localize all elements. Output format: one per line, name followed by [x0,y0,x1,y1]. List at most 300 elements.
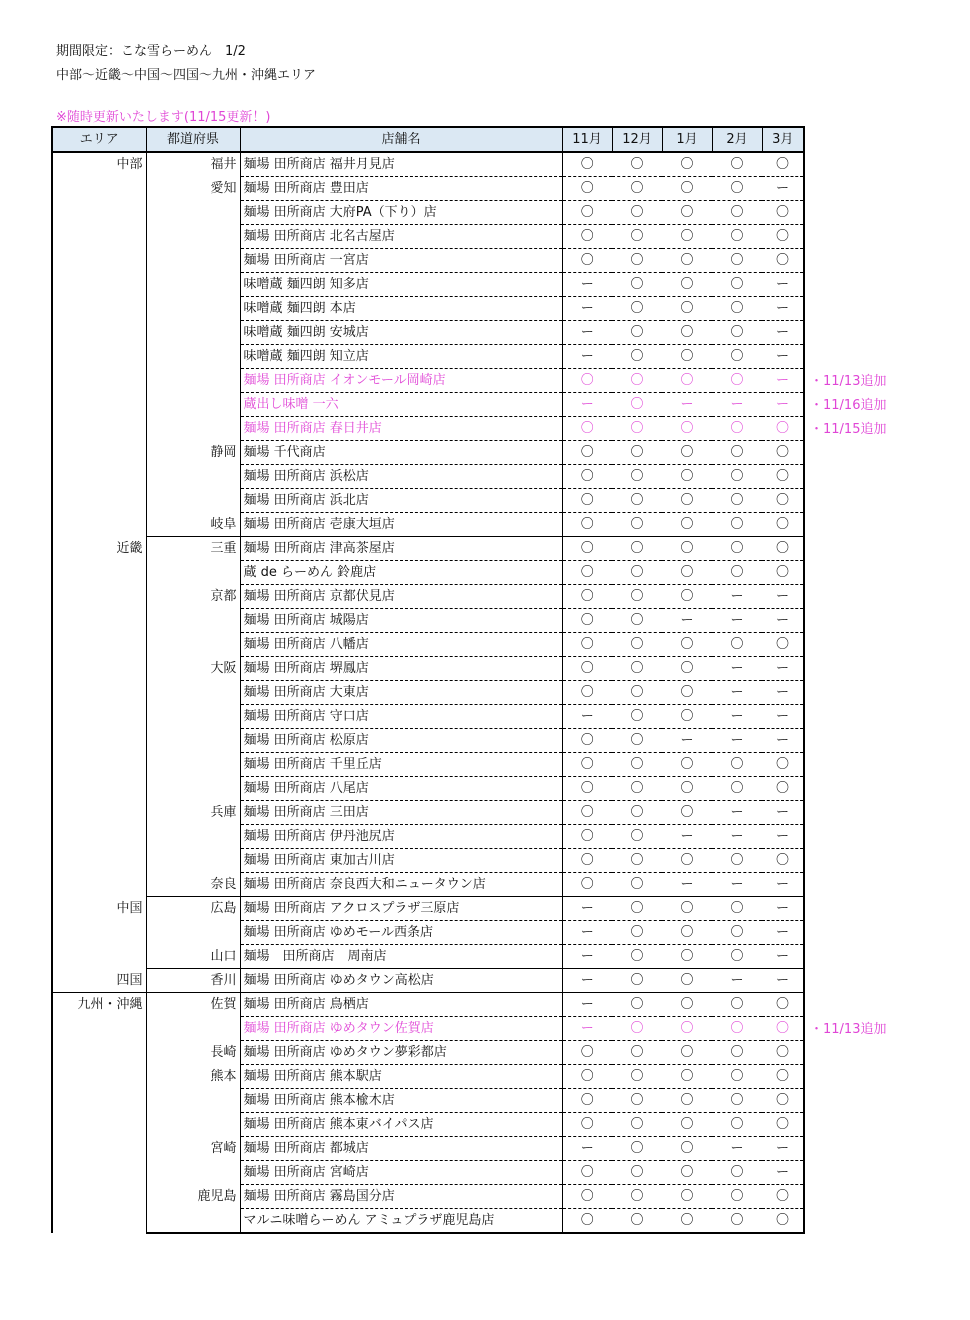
table-row [52,729,804,753]
availability-jan: ー [662,729,712,753]
availability-jan: 〇 [662,345,712,369]
table-row [52,465,804,489]
availability-dec: 〇 [612,633,662,657]
store-name-cell: 麺場 田所商店 鳥栖店 [240,993,562,1017]
store-name-cell: 麺場 田所商店 壱康大垣店 [240,513,562,537]
addition-note: ・11/13追加 [810,1022,887,1037]
availability-nov: 〇 [562,681,612,705]
availability-mar: ー [762,297,804,321]
store-name-cell: 麺場 田所商店 三田店 [240,801,562,825]
table-row [52,969,804,993]
availability-mar: 〇 [762,249,804,273]
availability-jan: 〇 [662,1017,712,1041]
availability-jan: 〇 [662,537,712,561]
store-name-cell: 麺場 田所商店 津高茶屋店 [240,537,562,561]
prefecture-cell [146,849,240,873]
store-name-cell: 麺場 田所商店 ゆめモール西条店 [240,921,562,945]
availability-nov: ー [562,297,612,321]
availability-dec: 〇 [612,753,662,777]
store-name-cell: 麺場 田所商店 八幡店 [240,633,562,657]
availability-dec: 〇 [612,681,662,705]
availability-mar: ー [762,681,804,705]
table-row [52,273,804,297]
store-name-cell: 麺場 田所商店 堺鳳店 [240,657,562,681]
availability-feb: 〇 [712,1185,762,1209]
table-row [52,1017,804,1041]
table-row [52,705,804,729]
availability-dec: 〇 [612,729,662,753]
prefecture-cell [146,777,240,801]
table-row [52,177,804,201]
prefecture-cell: 兵庫 [146,801,240,825]
availability-mar: 〇 [762,777,804,801]
availability-dec: 〇 [612,1209,662,1234]
table-row [52,1041,804,1065]
prefecture-cell [146,561,240,585]
prefecture-cell [146,465,240,489]
availability-jan: 〇 [662,417,712,441]
prefecture-cell [146,609,240,633]
column-header-area: エリア [52,127,146,152]
availability-dec: 〇 [612,969,662,993]
table-header-row [52,127,804,152]
table-row [52,249,804,273]
availability-mar: 〇 [762,201,804,225]
store-name-cell: 麺場 田所商店 奈良西大和ニュータウン店 [240,873,562,897]
availability-feb: 〇 [712,273,762,297]
availability-nov: ー [562,1137,612,1161]
availability-feb: ー [712,873,762,897]
column-header-jan: 1月 [662,127,712,152]
table-row [52,417,804,441]
availability-dec: 〇 [612,1137,662,1161]
table-row [52,561,804,585]
prefecture-cell: 長崎 [146,1041,240,1065]
availability-mar: ー [762,585,804,609]
prefecture-cell [146,393,240,417]
availability-dec: 〇 [612,417,662,441]
availability-mar: 〇 [762,465,804,489]
availability-dec: 〇 [612,1017,662,1041]
availability-feb: ー [712,681,762,705]
availability-mar: ー [762,897,804,921]
table-row [52,1137,804,1161]
availability-mar: 〇 [762,993,804,1017]
availability-jan: 〇 [662,561,712,585]
availability-jan: 〇 [662,489,712,513]
store-name-cell: 麺場 田所商店 豊田店 [240,177,562,201]
availability-nov: 〇 [562,657,612,681]
availability-mar: 〇 [762,1113,804,1137]
store-name-cell: 麺場 田所商店 東加古川店 [240,849,562,873]
store-name-cell: 麺場 田所商店 ゆめタウン高松店 [240,969,562,993]
availability-jan: 〇 [662,969,712,993]
availability-mar: ー [762,729,804,753]
addition-note: ・11/16追加 [810,398,887,413]
availability-feb: 〇 [712,993,762,1017]
availability-dec: 〇 [612,849,662,873]
availability-nov: 〇 [562,537,612,561]
prefecture-cell: 福井 [146,152,240,177]
store-name-cell: マルニ味噌らーめん アミュプラザ鹿児島店 [240,1209,562,1234]
availability-feb: ー [712,393,762,417]
store-name-cell: 麺場 田所商店 京都伏見店 [240,585,562,609]
availability-jan: 〇 [662,585,712,609]
availability-feb: 〇 [712,297,762,321]
availability-feb: 〇 [712,1041,762,1065]
prefecture-cell: 愛知 [146,177,240,201]
availability-feb: ー [712,585,762,609]
availability-nov: 〇 [562,225,612,249]
prefecture-cell [146,249,240,273]
availability-nov: ー [562,969,612,993]
table-row [52,537,804,561]
table-row [52,801,804,825]
table-row [52,873,804,897]
availability-jan: ー [662,825,712,849]
availability-mar: ー [762,825,804,849]
availability-mar: 〇 [762,417,804,441]
availability-nov: 〇 [562,849,612,873]
availability-mar: ー [762,873,804,897]
prefecture-cell: 山口 [146,945,240,969]
availability-nov: ー [562,945,612,969]
prefecture-cell [146,729,240,753]
availability-dec: 〇 [612,513,662,537]
availability-feb: 〇 [712,417,762,441]
availability-mar: 〇 [762,1041,804,1065]
availability-nov: ー [562,993,612,1017]
availability-dec: 〇 [612,1161,662,1185]
store-name-cell: 麺場 田所商店 千里丘店 [240,753,562,777]
availability-feb: 〇 [712,633,762,657]
availability-mar: ー [762,273,804,297]
prefecture-cell: 宮崎 [146,1137,240,1161]
availability-jan: 〇 [662,513,712,537]
availability-nov: 〇 [562,465,612,489]
availability-jan: ー [662,873,712,897]
availability-jan: 〇 [662,1137,712,1161]
availability-dec: 〇 [612,369,662,393]
area-cell: 中部 [52,152,146,537]
store-name-cell: 麺場 田所商店 城陽店 [240,609,562,633]
prefecture-cell: 京都 [146,585,240,609]
availability-feb: 〇 [712,369,762,393]
availability-jan: 〇 [662,1113,712,1137]
availability-dec: 〇 [612,249,662,273]
availability-mar: ー [762,921,804,945]
table-row [52,585,804,609]
availability-feb: ー [712,1137,762,1161]
prefecture-cell: 佐賀 [146,993,240,1017]
availability-nov: 〇 [562,489,612,513]
availability-nov: 〇 [562,729,612,753]
availability-nov: 〇 [562,177,612,201]
availability-dec: 〇 [612,152,662,177]
prefecture-cell [146,369,240,393]
store-name-cell: 麺場 田所商店 大東店 [240,681,562,705]
availability-dec: 〇 [612,489,662,513]
store-name-cell: 麺場 田所商店 北名古屋店 [240,225,562,249]
prefecture-cell [146,417,240,441]
availability-feb: 〇 [712,1113,762,1137]
availability-mar: ー [762,1161,804,1185]
availability-mar: 〇 [762,849,804,873]
availability-mar: ー [762,657,804,681]
availability-jan: 〇 [662,1041,712,1065]
availability-feb: ー [712,801,762,825]
availability-mar: ー [762,945,804,969]
availability-dec: 〇 [612,801,662,825]
availability-dec: 〇 [612,321,662,345]
availability-feb: ー [712,969,762,993]
table-row [52,489,804,513]
availability-dec: 〇 [612,993,662,1017]
availability-mar: 〇 [762,561,804,585]
availability-dec: 〇 [612,897,662,921]
availability-jan: 〇 [662,177,712,201]
table-row [52,201,804,225]
store-name-cell: 麺場 田所商店 都城店 [240,1137,562,1161]
availability-nov: ー [562,321,612,345]
prefecture-cell: 岐阜 [146,513,240,537]
prefecture-cell [146,489,240,513]
prefecture-cell [146,1017,240,1041]
availability-feb: 〇 [712,1065,762,1089]
column-header-store: 店舗名 [240,127,562,152]
store-name-cell: 麺場 田所商店 大府PA（下り）店 [240,201,562,225]
prefecture-cell [146,1209,240,1234]
availability-dec: 〇 [612,1185,662,1209]
availability-mar: 〇 [762,225,804,249]
availability-jan: ー [662,393,712,417]
availability-jan: 〇 [662,849,712,873]
store-name-cell: 麺場 田所商店 福井月見店 [240,152,562,177]
availability-mar: 〇 [762,513,804,537]
prefecture-cell [146,1161,240,1185]
availability-dec: 〇 [612,609,662,633]
availability-mar: ー [762,1137,804,1161]
table-row [52,825,804,849]
store-name-cell: 麺場 田所商店 宮崎店 [240,1161,562,1185]
availability-nov: 〇 [562,585,612,609]
store-name-cell: 麺場 田所商店 熊本楡木店 [240,1089,562,1113]
availability-feb: 〇 [712,849,762,873]
availability-mar: ー [762,705,804,729]
prefecture-cell [146,1089,240,1113]
table-row [52,297,804,321]
table-body [52,152,804,1233]
store-name-cell: 麺場 田所商店 アクロスプラザ三原店 [240,897,562,921]
availability-dec: 〇 [612,825,662,849]
availability-feb: 〇 [712,777,762,801]
availability-dec: 〇 [612,657,662,681]
availability-feb: 〇 [712,513,762,537]
availability-mar: 〇 [762,753,804,777]
table-row [52,849,804,873]
column-header-dec: 12月 [612,127,662,152]
availability-jan: 〇 [662,993,712,1017]
availability-dec: 〇 [612,441,662,465]
page-title: 期間限定：こな雪らーめん 1/2 [56,44,246,59]
store-name-cell: 麺場 千代商店 [240,441,562,465]
prefecture-cell [146,201,240,225]
availability-nov: 〇 [562,633,612,657]
store-name-cell: 麺場 田所商店 熊本東バイパス店 [240,1113,562,1137]
availability-mar: 〇 [762,633,804,657]
addition-note: ・11/13追加 [810,374,887,389]
availability-nov: ー [562,921,612,945]
prefecture-cell [146,297,240,321]
availability-nov: ー [562,705,612,729]
availability-jan: 〇 [662,297,712,321]
table-row [52,1065,804,1089]
prefecture-cell [146,225,240,249]
store-name-cell: 麺場 田所商店 松原店 [240,729,562,753]
availability-dec: 〇 [612,561,662,585]
prefecture-cell: 大阪 [146,657,240,681]
availability-nov: ー [562,1017,612,1041]
availability-feb: 〇 [712,1089,762,1113]
store-name-cell: 麺場 田所商店 ゆめタウン夢彩都店 [240,1041,562,1065]
store-name-cell: 麺場 田所商店 霧島国分店 [240,1185,562,1209]
availability-mar: 〇 [762,489,804,513]
availability-jan: 〇 [662,1209,712,1234]
availability-dec: 〇 [612,201,662,225]
table-row [52,921,804,945]
availability-nov: ー [562,345,612,369]
availability-feb: ー [712,609,762,633]
availability-feb: 〇 [712,897,762,921]
availability-jan: 〇 [662,1161,712,1185]
table-row [52,897,804,921]
availability-jan: 〇 [662,1065,712,1089]
availability-dec: 〇 [612,921,662,945]
store-name-cell: 麺場 田所商店 浜北店 [240,489,562,513]
availability-nov: 〇 [562,369,612,393]
store-name-cell: 麺場 田所商店 浜松店 [240,465,562,489]
availability-feb: ー [712,705,762,729]
availability-dec: 〇 [612,1089,662,1113]
table-row [52,945,804,969]
prefecture-cell [146,321,240,345]
availability-mar: 〇 [762,441,804,465]
availability-jan: ー [662,609,712,633]
availability-jan: 〇 [662,1089,712,1113]
availability-nov: 〇 [562,1041,612,1065]
store-name-cell: 味噌蔵 麺四朗 安城店 [240,321,562,345]
availability-mar: 〇 [762,152,804,177]
store-name-cell: 麺場 田所商店 一宮店 [240,249,562,273]
store-availability-table [51,126,805,1234]
store-name-cell: 麺場 田所商店 熊本駅店 [240,1065,562,1089]
column-header-nov: 11月 [562,127,612,152]
prefecture-cell [146,345,240,369]
table-row [52,225,804,249]
availability-dec: 〇 [612,297,662,321]
availability-jan: 〇 [662,249,712,273]
availability-dec: 〇 [612,1041,662,1065]
table-row [52,1113,804,1137]
area-cell: 九州・沖縄 [52,993,146,1234]
table-row [52,657,804,681]
store-name-cell: 味噌蔵 麺四朗 本店 [240,297,562,321]
availability-nov: 〇 [562,801,612,825]
table-row [52,1185,804,1209]
availability-jan: 〇 [662,705,712,729]
availability-mar: ー [762,801,804,825]
store-name-cell: 蔵出し味噌 一六 [240,393,562,417]
prefecture-cell: 広島 [146,897,240,921]
availability-nov: 〇 [562,1089,612,1113]
table-row [52,513,804,537]
availability-nov: 〇 [562,441,612,465]
area-cell: 近畿 [52,537,146,897]
availability-dec: 〇 [612,1113,662,1137]
availability-feb: 〇 [712,249,762,273]
availability-jan: 〇 [662,897,712,921]
availability-mar: 〇 [762,1089,804,1113]
availability-dec: 〇 [612,945,662,969]
prefecture-cell [146,1113,240,1137]
availability-dec: 〇 [612,777,662,801]
availability-feb: 〇 [712,152,762,177]
store-name-cell: 麺場 田所商店 ゆめタウン佐賀店 [240,1017,562,1041]
page-subtitle-areas: 中部〜近畿〜中国〜四国〜九州・沖縄エリア [56,68,317,83]
availability-feb: 〇 [712,1209,762,1234]
addition-note: ・11/15追加 [810,422,887,437]
availability-nov: ー [562,393,612,417]
availability-jan: 〇 [662,753,712,777]
availability-jan: 〇 [662,465,712,489]
prefecture-cell: 三重 [146,537,240,561]
table-row [52,1089,804,1113]
availability-nov: 〇 [562,609,612,633]
table-row [52,777,804,801]
prefecture-cell [146,825,240,849]
availability-mar: ー [762,177,804,201]
update-notice: ※随時更新いたします(11/15更新！) [56,110,271,125]
availability-nov: 〇 [562,417,612,441]
table-row [52,441,804,465]
prefecture-cell [146,753,240,777]
availability-mar: ー [762,345,804,369]
prefecture-cell: 奈良 [146,873,240,897]
store-name-cell: 麺場 田所商店 周南店 [240,945,562,969]
availability-nov: ー [562,273,612,297]
area-cell: 四国 [52,969,146,993]
availability-jan: 〇 [662,777,712,801]
availability-jan: 〇 [662,633,712,657]
availability-mar: ー [762,369,804,393]
store-name-cell: 麺場 田所商店 春日井店 [240,417,562,441]
store-name-cell: 麺場 田所商店 伊丹池尻店 [240,825,562,849]
availability-nov: 〇 [562,561,612,585]
availability-nov: 〇 [562,777,612,801]
availability-dec: 〇 [612,177,662,201]
table-row [52,345,804,369]
availability-mar: ー [762,321,804,345]
availability-nov: 〇 [562,1161,612,1185]
availability-mar: 〇 [762,537,804,561]
prefecture-cell [146,633,240,657]
availability-dec: 〇 [612,1065,662,1089]
prefecture-cell: 香川 [146,969,240,993]
availability-jan: 〇 [662,369,712,393]
availability-jan: 〇 [662,225,712,249]
table-row [52,1161,804,1185]
availability-feb: 〇 [712,537,762,561]
